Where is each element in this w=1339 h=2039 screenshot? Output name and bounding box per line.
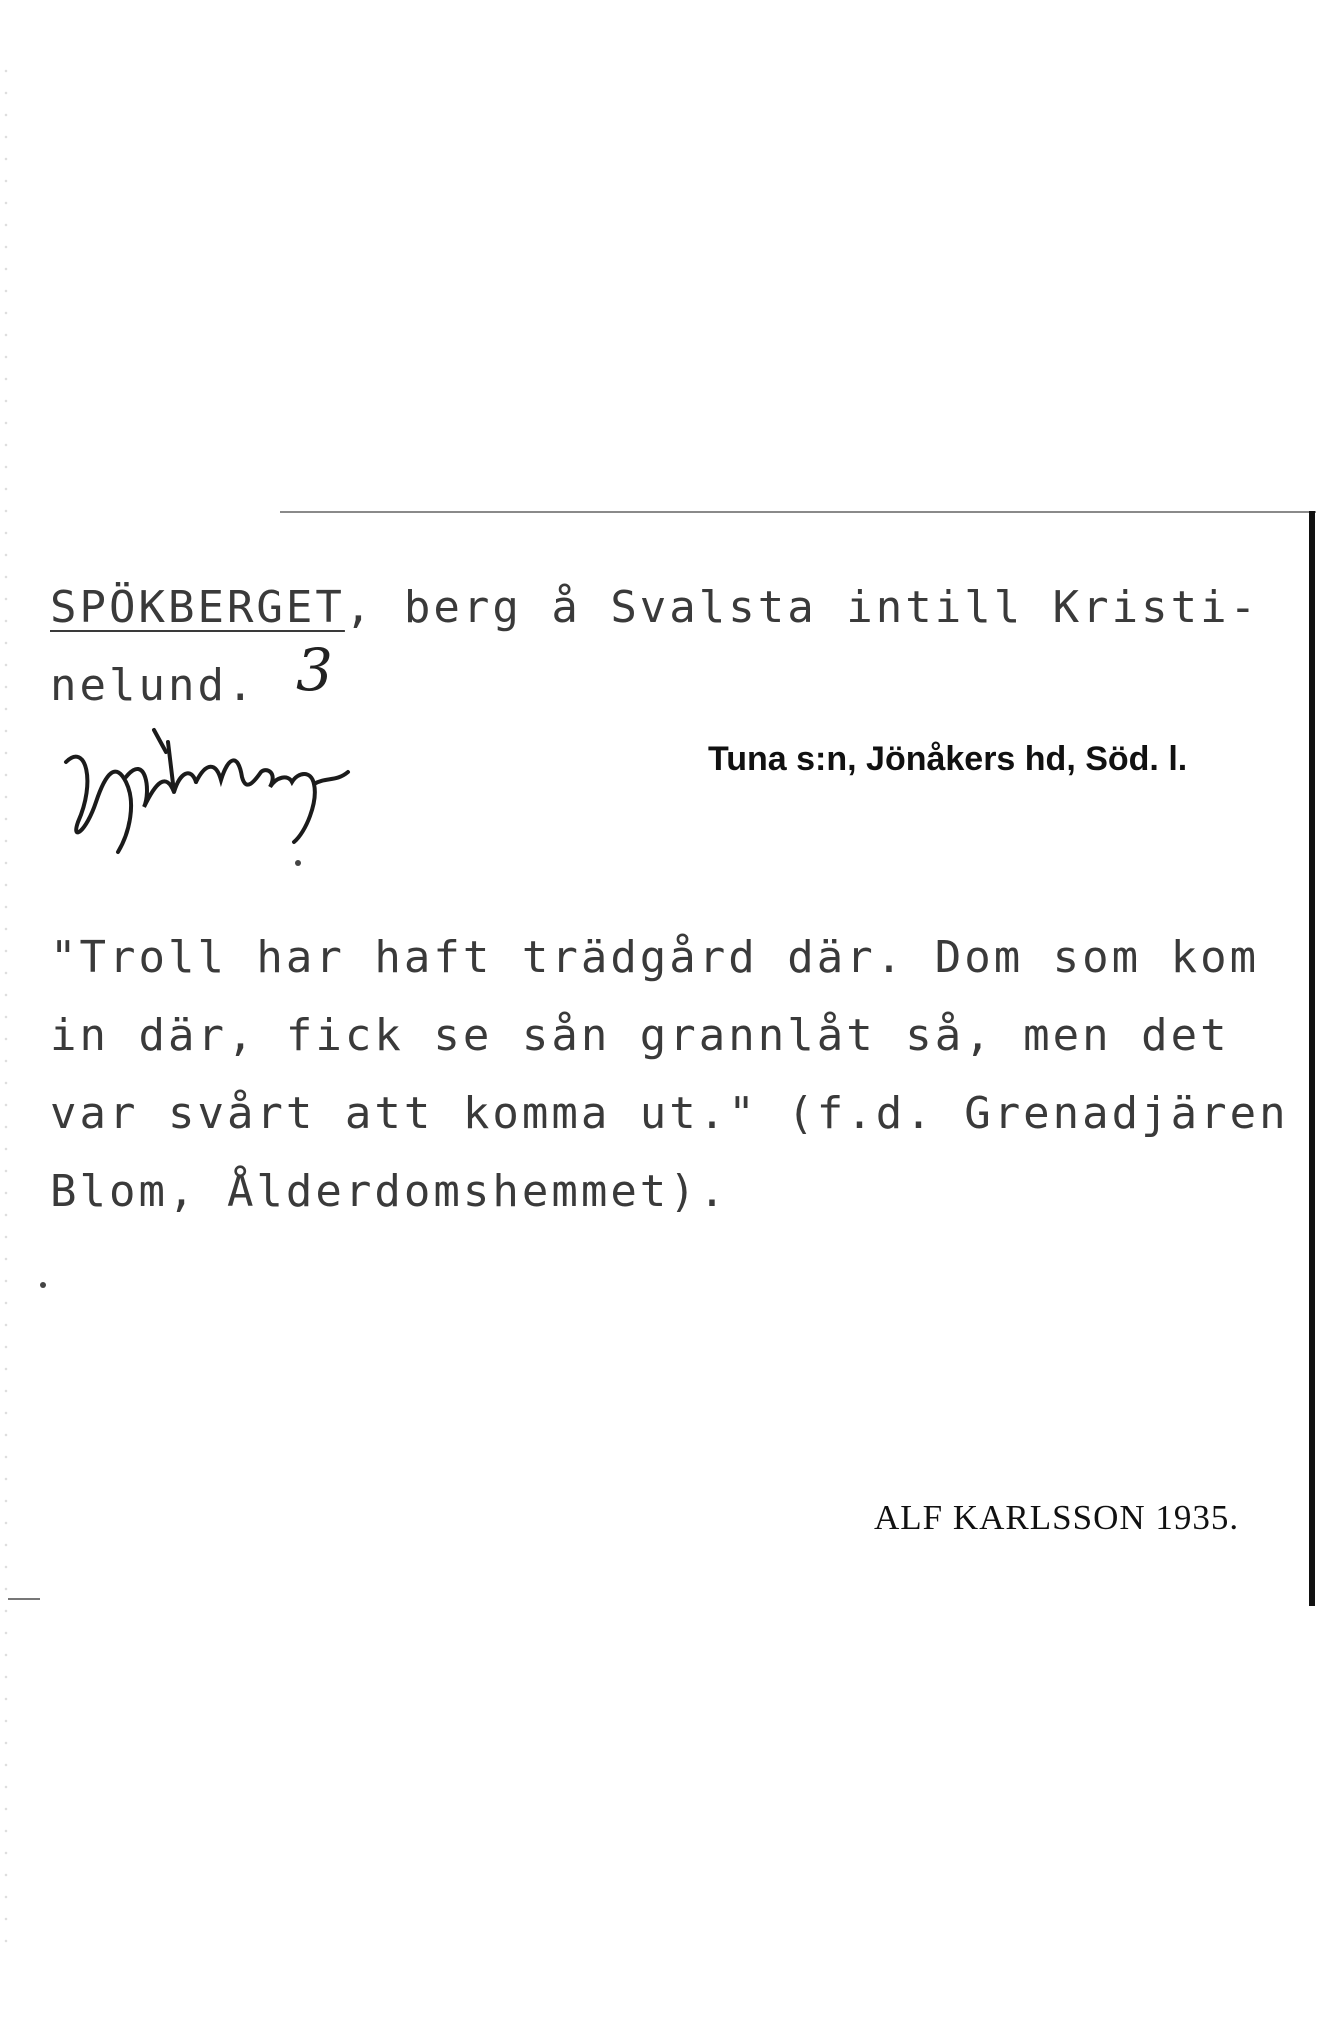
quote-line-1: "Troll har haft trädgård där. Dom som kom bbox=[50, 932, 1260, 983]
quote-line-2: in där, fick se sån grannlåt så, men det bbox=[50, 1010, 1230, 1061]
parish-label: Tuna s:n, Jönåkers hd, Söd. l. bbox=[708, 740, 1188, 778]
headline bbox=[50, 582, 1259, 633]
handwritten-signature-icon bbox=[56, 722, 356, 862]
quote-line-3: var svårt att komma ut." (f.d. Grenadjären bbox=[50, 1088, 1289, 1139]
ink-dot bbox=[40, 1282, 46, 1288]
card-top-border bbox=[280, 511, 1316, 513]
quote-line-4: Blom, Ålderdomshemmet). bbox=[50, 1166, 729, 1217]
scan-edge-artifact bbox=[4, 60, 8, 1960]
handwritten-number: 3 bbox=[296, 636, 333, 704]
ink-dot bbox=[295, 860, 301, 866]
collector-signature: ALF KARLSSON 1935. bbox=[874, 1498, 1240, 1537]
card-corner-mark bbox=[8, 1598, 40, 1600]
card-right-border bbox=[1309, 511, 1315, 1606]
headline-continuation: nelund. bbox=[50, 660, 257, 711]
headword: SPÖKBERGET bbox=[50, 582, 345, 633]
headline-rest: , berg å Svalsta intill Kristi- bbox=[344, 582, 1260, 633]
